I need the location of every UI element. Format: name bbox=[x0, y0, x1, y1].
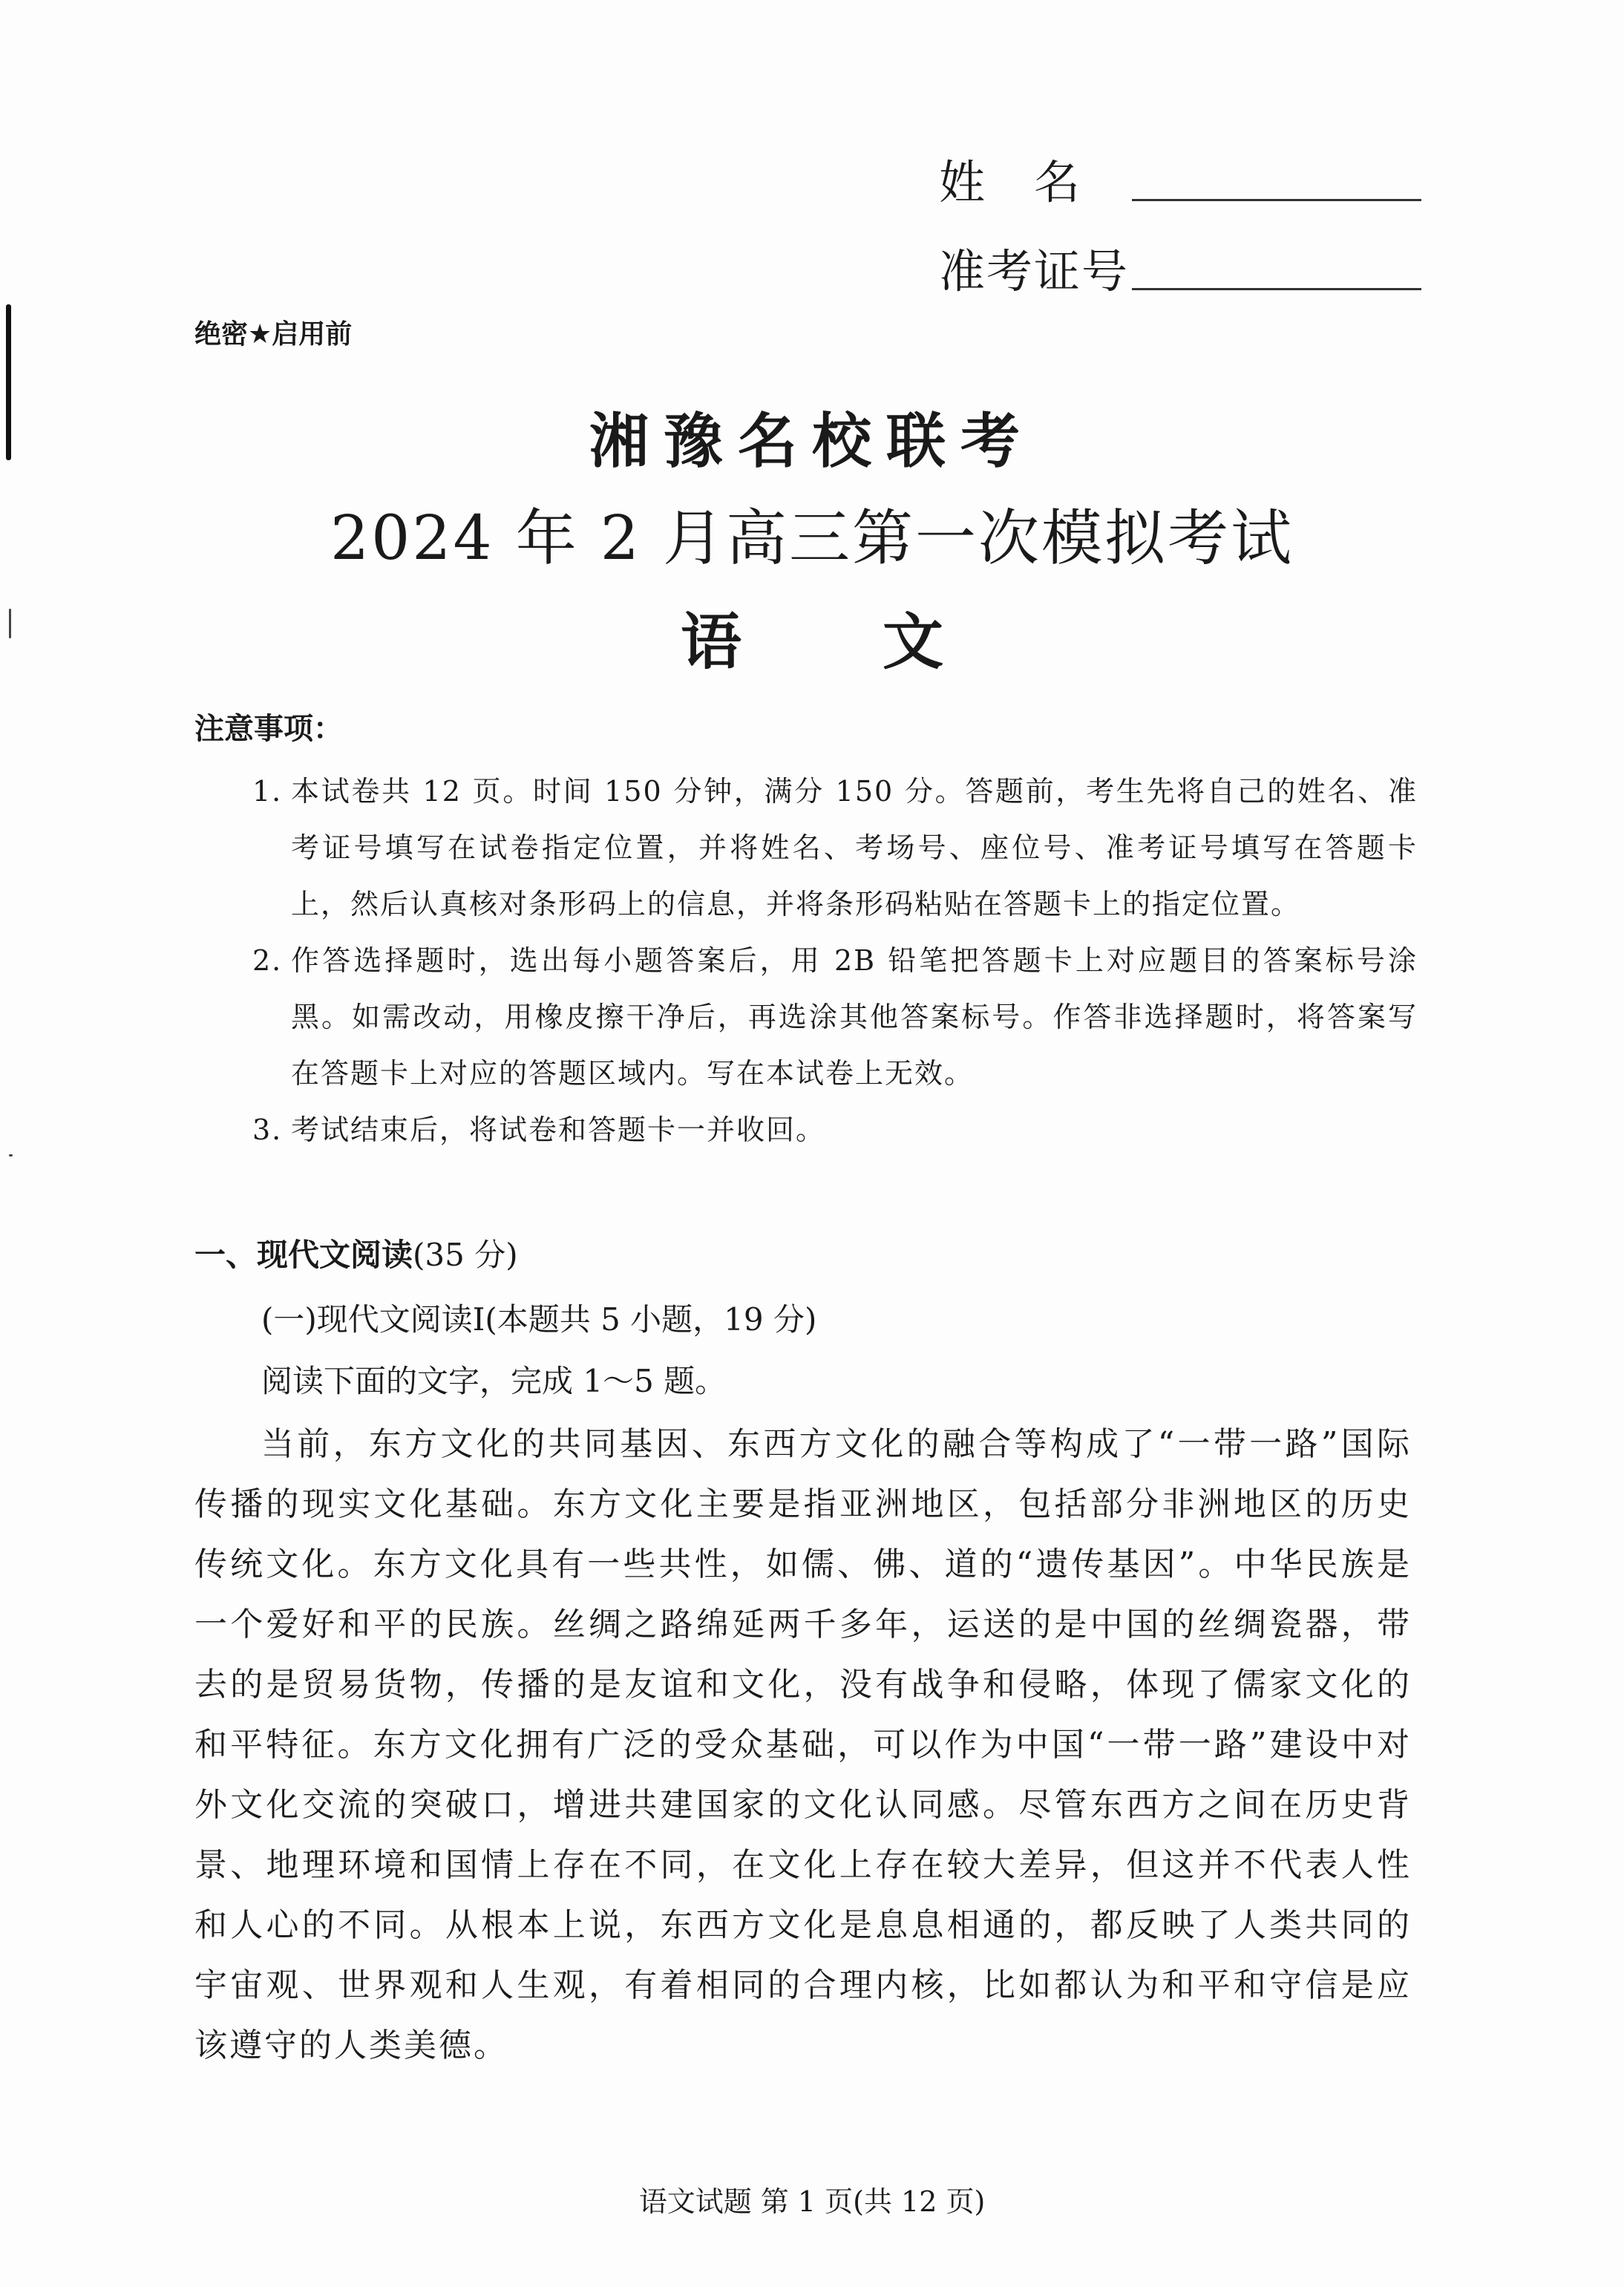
section-heading bbox=[194, 1231, 518, 1275]
exam-title-line1: 湘豫名校联考 bbox=[589, 407, 1035, 476]
name-blank-line[interactable] bbox=[1132, 197, 1421, 201]
section-score: (35 分) bbox=[413, 1237, 518, 1273]
name-label: 姓 名 bbox=[939, 155, 1082, 209]
secret-mark: 绝密★启用前 bbox=[194, 319, 353, 350]
notice-item-text: 本试卷共 12 页。时间 150 分钟，满分 150 分。答题前，考生先将自己的姓名、准考证号填写在试卷指定位置，并将姓名、考场号、座位号、准考证号填写在答题卡上，然后认真核对条形码上的信息，并将条形码粘贴在答题卡上的指定位置。 bbox=[291, 775, 1418, 920]
notice-item-number: 2. bbox=[252, 944, 283, 977]
id-row bbox=[939, 212, 1503, 301]
exam-id-blank-line[interactable] bbox=[1132, 287, 1421, 290]
notice-item-text: 考试结束后，将试卷和答题卡一并收回。 bbox=[291, 1113, 826, 1146]
reading-instruction: 阅读下面的文字，完成 1～5 题。 bbox=[261, 1363, 727, 1399]
exam-title-line2: 2024 年 2 月高三第一次模拟考试 bbox=[330, 503, 1294, 574]
exam-id-label: 准考证号 bbox=[939, 244, 1130, 298]
notice-item bbox=[252, 763, 1418, 932]
subject-title: 语文 bbox=[681, 607, 1084, 678]
notice-heading: 注意事项： bbox=[194, 712, 343, 746]
section-title: 一、现代文阅读 bbox=[194, 1237, 413, 1273]
subsection-heading: (一)现代文阅读Ⅰ(本题共 5 小题，19 分) bbox=[261, 1301, 817, 1338]
notice-item bbox=[252, 1102, 1418, 1158]
page-footer: 语文试题 第 1 页(共 12 页) bbox=[638, 2185, 986, 2218]
reading-passage: 当前，东方文化的共同基因、东西方文化的融合等构成了“一带一路”国际传播的现实文化基础。东方文化主要是指亚洲地区，包括部分非洲地区的历史传统文化。东方文化具有一些共性，如儒、佛、道的“遗传基因”。中华民族是一个爱好和平的民族。丝绸之路绵延两千多年，运送的是中国的丝绸瓷器，带去的是贸易货物，传播的是友谊和文化，没有战争和侵略，体现了儒家文化的和平特征。东方文化拥有广泛的受众基础，可以作为中国“一带一路”建设中对外文化交流的突破口，增进共建国家的文化认同感。尽管东西方之间在历史背景、地理环境和国情上存在不同，在文化上存在较大差异，但这并不代表人性和人心的不同。从根本上说，东西方文化是息息相通的，都反映了人类共同的宇宙观、世界观和人生观，有着相同的合理内核，比如都认为和平和守信是应该遵守的人类美德。 bbox=[194, 1425, 1412, 2064]
candidate-info-block bbox=[939, 122, 1503, 301]
notice-item-number: 1. bbox=[252, 775, 283, 808]
name-row bbox=[939, 122, 1503, 212]
notice-list bbox=[252, 763, 1418, 1158]
notice-item bbox=[252, 932, 1418, 1102]
scan-edge-mark bbox=[9, 1154, 13, 1156]
notice-item-text: 作答选择题时，选出每小题答案后，用 2B 铅笔把答题卡上对应题目的答案标号涂黑。如需改动，用橡皮擦干净后，再选涂其他答案标号。作答非选择题时，将答案写在答题卡上对应的答题区域内。写在本试卷上无效。 bbox=[291, 944, 1418, 1090]
notice-item-number: 3. bbox=[252, 1113, 283, 1146]
